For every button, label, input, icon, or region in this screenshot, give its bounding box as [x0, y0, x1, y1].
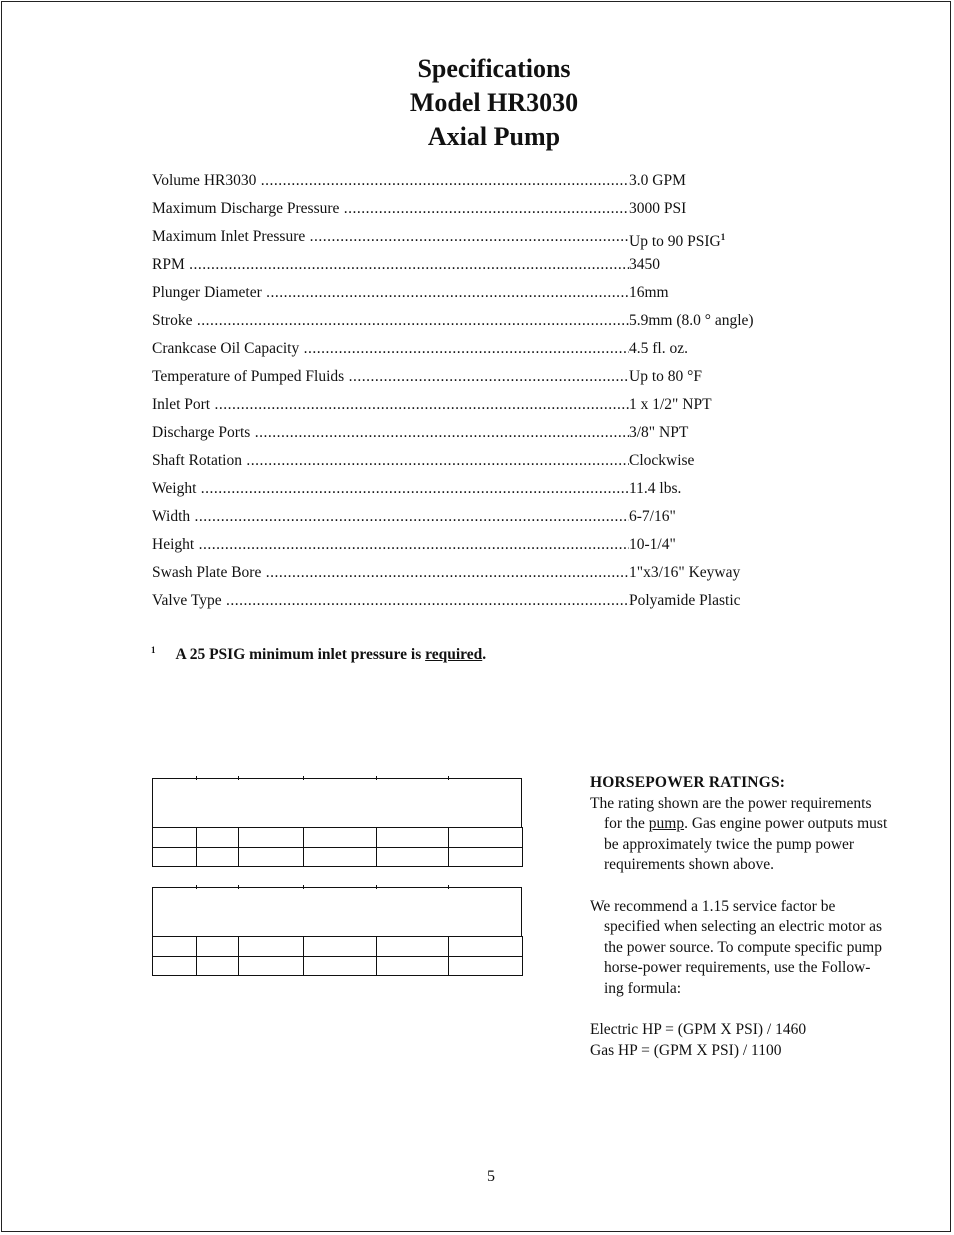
title-line-specifications: Specifications	[417, 54, 571, 83]
spec-value: 3450	[629, 256, 660, 273]
spec-label: Discharge Ports .....	[152, 419, 629, 447]
spec-label: Swash Plate Bore .....	[152, 559, 629, 587]
table-cell	[449, 937, 523, 957]
table-cell	[239, 847, 304, 867]
spec-value: 3/8" NPT	[629, 424, 689, 441]
table-grid	[152, 827, 523, 867]
spec-label: Valve Type .....	[152, 587, 629, 615]
table-cell	[153, 828, 197, 848]
table-cell	[197, 937, 239, 957]
table-cell	[153, 937, 197, 957]
spec-row	[152, 531, 782, 559]
spec-label: Stroke .....	[152, 307, 629, 335]
spec-value: 5.9mm (8.0 ° angle)	[629, 312, 754, 329]
table-cell	[449, 828, 523, 848]
page-title	[0, 52, 954, 154]
column-tick	[303, 885, 304, 889]
spec-row	[152, 503, 782, 531]
spec-label: Height .....	[152, 531, 629, 559]
horsepower-heading: HORSEPOWER RATINGS:	[590, 774, 786, 791]
column-tick	[448, 776, 449, 780]
spec-label: Temperature of Pumped Fluids .....	[152, 363, 629, 391]
spec-row	[152, 587, 782, 615]
horsepower-paragraph-rating	[590, 794, 890, 876]
column-tick	[376, 776, 377, 780]
spec-row	[152, 223, 782, 251]
table-cell	[197, 847, 239, 867]
spec-row	[152, 447, 782, 475]
footnote-mark: 1	[151, 645, 156, 655]
table-cell	[449, 956, 523, 976]
spec-label: Maximum Discharge Pressure .....	[152, 195, 629, 223]
table-cell	[304, 847, 377, 867]
table-cell	[153, 847, 197, 867]
spec-row	[152, 559, 782, 587]
page-number: 5	[487, 1168, 495, 1185]
formula-electric: Electric HP = (GPM X PSI) / 1460	[590, 1021, 807, 1039]
paragraph-text: The rating shown are the power requirements for the	[590, 794, 872, 833]
table-row	[153, 828, 523, 848]
title-line-product: Axial Pump	[427, 122, 561, 151]
spec-label: Maximum Inlet Pressure .....	[152, 223, 629, 251]
footnote-text: A 25 PSIG minimum inlet pressure is	[175, 646, 426, 663]
column-tick	[448, 885, 449, 889]
column-tick	[238, 885, 239, 889]
table-cell	[449, 847, 523, 867]
table-cell	[377, 828, 449, 848]
spec-value: 10-1/4"	[629, 536, 676, 553]
spec-row	[152, 419, 782, 447]
paragraph-text: . Gas engine power outputs must be approximately twice the pump power requirements shown above.	[604, 815, 888, 874]
spec-value: Up to 90 PSIG	[629, 233, 721, 250]
spec-value: 16mm	[629, 284, 669, 301]
spec-label: Shaft Rotation .....	[152, 447, 629, 475]
spacer	[590, 1000, 890, 1021]
table-row	[153, 847, 523, 867]
table-cell	[304, 828, 377, 848]
spec-label: Inlet Port .....	[152, 391, 629, 419]
spec-value: 3000 PSI	[629, 200, 687, 217]
spec-row	[152, 475, 782, 503]
column-tick	[376, 885, 377, 889]
horsepower-table-1	[152, 778, 522, 879]
table-row	[153, 937, 523, 957]
formula-gas: Gas HP = (GPM X PSI) / 1100	[590, 1041, 782, 1059]
table-row	[153, 956, 523, 976]
column-tick	[196, 776, 197, 780]
table-cell	[239, 956, 304, 976]
table-cell	[153, 956, 197, 976]
table-cell	[377, 847, 449, 867]
spec-row	[152, 279, 782, 307]
spec-label: Crankcase Oil Capacity .....	[152, 335, 629, 363]
spec-value: 3.0 GPM	[629, 172, 686, 189]
footnote-period: .	[482, 646, 487, 663]
table-cell	[197, 956, 239, 976]
table-grid	[152, 936, 523, 976]
table-cell	[304, 937, 377, 957]
spec-value: 6-7/16"	[629, 508, 676, 525]
table-cell	[239, 937, 304, 957]
table-cell	[239, 828, 304, 848]
spec-label: Weight .....	[152, 475, 629, 503]
title-line-model: Model HR3030	[409, 88, 579, 117]
spec-row	[152, 391, 782, 419]
column-tick	[303, 776, 304, 780]
spec-value: 1"x3/16" Keyway	[629, 564, 741, 581]
spec-value: Polyamide Plastic	[629, 592, 741, 609]
footnote	[151, 645, 486, 664]
table-cell	[377, 956, 449, 976]
spec-row	[152, 167, 782, 195]
table-cell	[197, 828, 239, 848]
spec-value: 11.4 lbs.	[629, 480, 682, 497]
spec-row	[152, 307, 782, 335]
specification-list	[152, 167, 782, 615]
spec-value: Up to 80 °F	[629, 368, 702, 385]
spec-row	[152, 195, 782, 223]
spec-label: Plunger Diameter .....	[152, 279, 629, 307]
spec-value: Clockwise	[629, 452, 695, 469]
table-cell	[377, 937, 449, 957]
spec-label: RPM .....	[152, 251, 629, 279]
spec-value: 1 x 1/2" NPT	[629, 396, 712, 413]
horsepower-notes	[590, 773, 890, 1061]
footnote-reference: 1	[720, 232, 726, 242]
paragraph-emphasis: pump	[648, 815, 685, 833]
spec-row	[152, 251, 782, 279]
spec-row	[152, 363, 782, 391]
horsepower-paragraph-service-factor: We recommend a 1.15 service factor be specified when selecting an electric motor as the power source. To compute specific pump horse-power requirements, use the Follow-ing formula:	[590, 897, 883, 997]
table-caption-cell	[152, 778, 522, 828]
footnote-emphasis: required	[425, 646, 483, 663]
spacer	[590, 876, 890, 897]
table-cell	[304, 956, 377, 976]
spec-value: 4.5 fl. oz.	[629, 340, 688, 357]
column-tick	[196, 885, 197, 889]
spec-label: Width .....	[152, 503, 629, 531]
spec-row	[152, 335, 782, 363]
column-tick	[238, 776, 239, 780]
spec-label: Volume HR3030 .....	[152, 167, 629, 195]
table-caption-cell	[152, 887, 522, 937]
horsepower-table-2	[152, 887, 522, 988]
